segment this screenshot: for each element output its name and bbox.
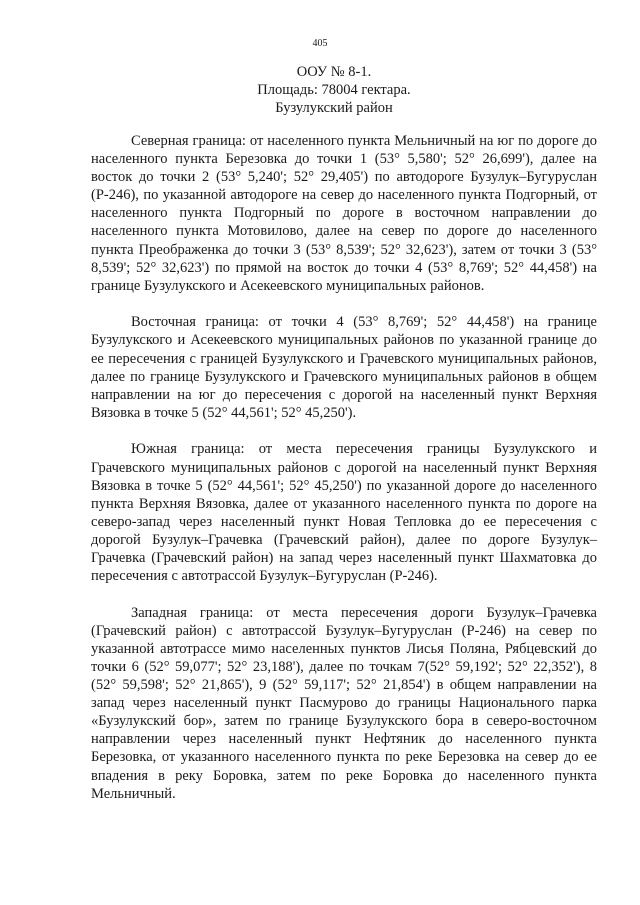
paragraph-north-border: Северная граница: от населенного пункта Мельничный на юг по дороге до населенного пункта Березовка до точки 1 (53° 5,580'; 52° 26,699'), далее на восток до точки 2 (53° 5,240'; 52° 29,405') по автодороге Бузулук–Бугуруслан (Р-246), по указанной автодороге на север до населенного пункта Подгорный, от населенного пункта Подгорный по дороге в восточном направлении до населенного пункта Мотовилово, далее на север по дороге до населенного пункта Преображенка до точки 3 (53° 8,539'; 52° 32,623'), затем от точки 3 (53° 8,539'; 52° 32,623') по прямой на восток до точки 4 (53° 8,769'; 52° 44,458') на границе Бузулукского и Асекеевского муниципальных районов. <box>91 133 597 294</box>
paragraph-east-border: Восточная граница: от точки 4 (53° 8,769'; 52° 44,458') на границе Бузулукского и Асекеевского муниципальных районов по указанной границе до ее пересечения с границей Бузулукского и Грачевского муниципальных районов, далее по границе Бузулукского и Грачевского муниципальных районов в общем направлении на юг до пересечения с дорогой на населенный пункт Верхняя Вязовка в точке 5 (52° 44,561'; 52° 45,250'). <box>91 314 597 421</box>
paragraph-west-border: Западная граница: от места пересечения дороги Бузулук–Грачевка (Грачевский район) с автотрассой Бузулук–Бугуруслан (Р-246) на север по указанной автотрассе мимо населенных пунктов Лисья Поляна, Рябцевский до точки 6 (52° 59,077'; 52° 23,188'), далее по точкам 7(52° 59,192'; 52° 22,352'), 8 (52° 59,598'; 52° 21,865'), 9 (52° 59,117'; 52° 21,854') в общем направлении на запад через населенный пункт Пасмурово до границы Национального парка «Бузулукский бор», затем по границе Бузулукского бора в северо-восточном направлении через населенный пункт Нефтяник до населенного пункта Березовка, от указанного населенного пункта по реке Березовка на север до ее впадения в реку Боровка, затем по реке Боровка до населенного пункта Мельничный. <box>91 604 597 802</box>
header-area: Площадь: 78004 гектара. <box>257 82 411 98</box>
header-title: ООУ № 8-1. <box>296 64 372 80</box>
document-header <box>0 63 640 117</box>
paragraph-south-border: Южная граница: от места пересечения границы Бузулукского и Грачевского муниципальных районов с дорогой на населенный пункт Верхняя Вязовка в точке 5 (52° 44,561'; 52° 45,250') по указанной дороге до населенного пункта Верхняя Вязовка, далее от указанного населенного пункта по дороге на северо-запад через населенный пункт Новая Тепловка до ее пересечения с дорогой Бузулук–Грачевка (Грачевский район), далее по дороге Бузулук–Грачевка (Грачевский район) на запад через населенный пункт Шахматовка до пересечения с автотрассой Бузулук–Бугуруслан (Р-246). <box>91 441 597 585</box>
header-district: Бузулукский район <box>275 100 393 116</box>
document-body <box>91 132 597 821</box>
page-number: 405 <box>312 38 328 49</box>
